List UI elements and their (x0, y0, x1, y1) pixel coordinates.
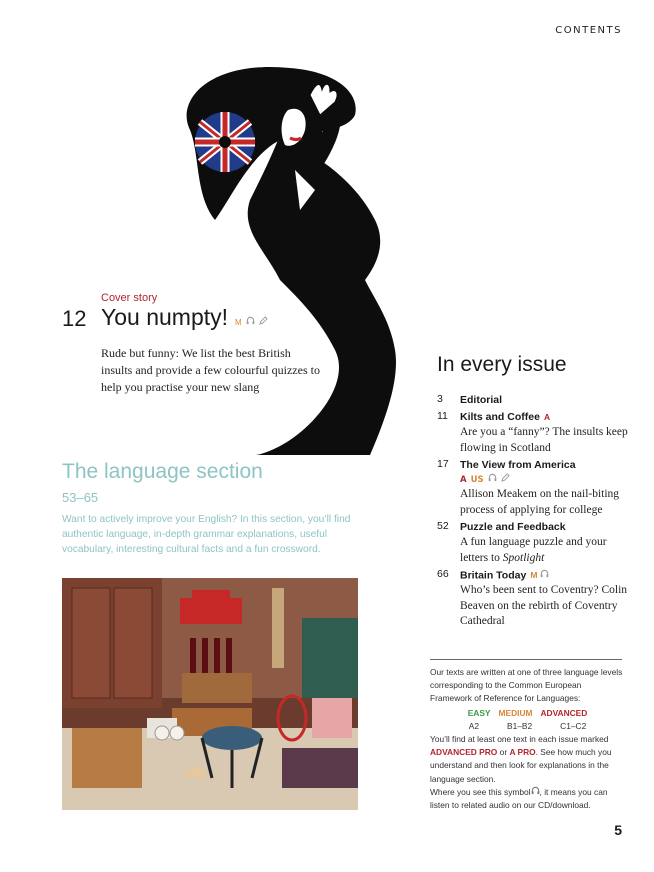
item-description: A fun language puzzle and your letters to Spotlight (460, 536, 607, 564)
language-section-title[interactable]: The language section (62, 460, 263, 483)
cef-advanced: C1–C2 (560, 720, 587, 731)
cover-kicker: Cover story (101, 292, 158, 304)
list-item[interactable] (437, 410, 637, 456)
magazine-name: Spotlight (502, 551, 545, 564)
divider (430, 659, 622, 660)
section-label: CONTENTS (555, 25, 622, 36)
cover-title[interactable]: You numpty! (101, 304, 229, 330)
item-description: Who’s been sent to Coventry? Colin Beaven on the rebirth of Coventry Cathedral (460, 584, 628, 628)
cover-description: Rude but funny: We list the best British insults and provide a few colourful quizzes to help you practise your new slang (101, 346, 320, 394)
page-number: 5 (614, 822, 622, 838)
level-badge: A (543, 412, 551, 422)
region-badge: US (470, 475, 484, 485)
item-description: Allison Meakem on the nail-biting process of applying for college (460, 488, 620, 516)
levels-box (430, 666, 625, 812)
pencil-icon (259, 304, 268, 331)
item-page: 11 (437, 410, 448, 422)
level-badge: M (235, 318, 242, 327)
item-title[interactable]: The View from America (460, 459, 576, 471)
cef-easy: A2 (468, 720, 479, 731)
levels-pro-note: You’ll find at least one text in each issue marked ADVANCED PRO or A PRO. See how much you understand and then look for explanations in the language section. (430, 734, 612, 784)
headphones-icon (488, 473, 497, 487)
cover-title-row[interactable] (101, 304, 268, 331)
item-title[interactable]: Britain Today (460, 569, 527, 582)
every-issue-list (437, 393, 637, 632)
headphones-icon (540, 568, 549, 583)
level-medium: MEDIUM (498, 707, 533, 718)
cef-medium: B1–B2 (507, 720, 533, 731)
level-badge: A (460, 475, 467, 485)
item-page: 17 (437, 458, 449, 470)
level-badge: M (530, 570, 538, 581)
garage-illustration (62, 578, 358, 810)
language-section-range: 53–65 (62, 490, 99, 505)
headphones-icon (246, 304, 255, 331)
levels-intro: Our texts are written at one of three language levels corresponding to the Common European Framework of Reference for Languages: (430, 667, 623, 704)
item-title[interactable]: Puzzle and Feedback (460, 521, 566, 533)
list-item[interactable] (437, 393, 637, 408)
level-easy: EASY (467, 707, 491, 718)
list-item[interactable] (437, 520, 637, 566)
language-section-description: Want to actively improve your English? In this section, you’ll find authentic language, in-depth grammar explanations, useful vocabulary, interesting cultural facts and a fun crossword. (62, 514, 351, 555)
item-title[interactable]: Editorial (460, 394, 503, 406)
item-page: 52 (437, 520, 449, 532)
cover-page-number: 12 (62, 306, 87, 331)
item-description: Are you a “fanny”? The insults keep flowing in Scotland (460, 426, 628, 454)
list-item[interactable] (437, 458, 637, 518)
item-title[interactable]: Kilts and Coffee (460, 411, 540, 423)
pencil-icon (501, 473, 510, 487)
item-page: 66 (437, 568, 449, 580)
list-item[interactable] (437, 568, 637, 630)
level-advanced: ADVANCED (540, 707, 588, 718)
a-pro-label: A PRO (509, 747, 536, 758)
every-issue-title: In every issue (437, 353, 567, 376)
levels-audio-note: Where you see this symbol , it means you can listen to related audio on our CD/download. (430, 786, 608, 811)
item-page: 3 (437, 393, 443, 405)
headphones-icon (531, 786, 540, 799)
advanced-pro-label: ADVANCED PRO (430, 747, 498, 758)
